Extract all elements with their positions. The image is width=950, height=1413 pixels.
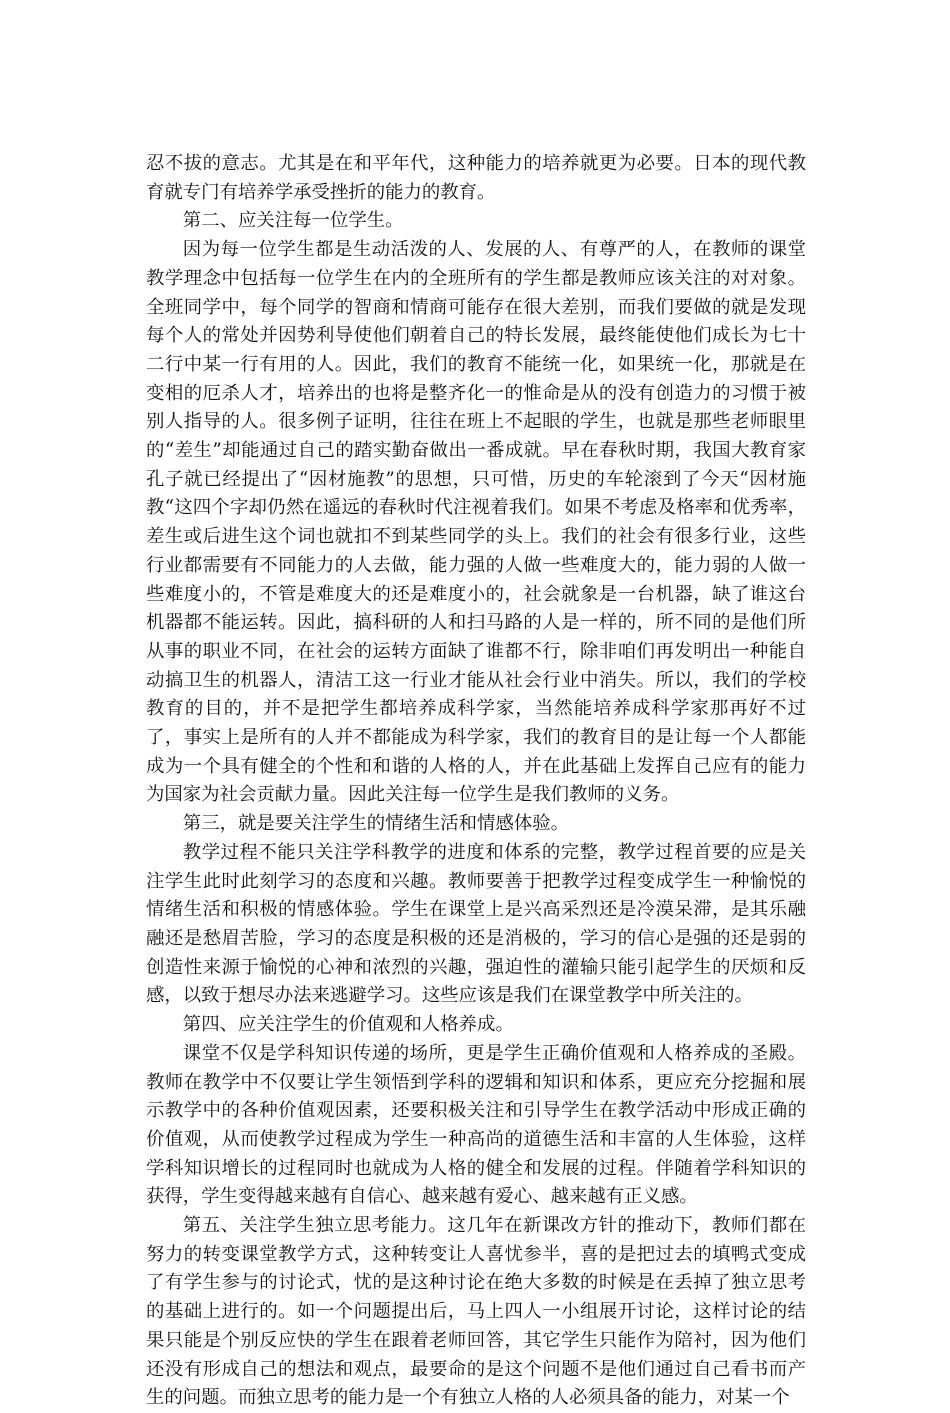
document-page bbox=[146, 150, 806, 1413]
paragraph-continuation: 忍不拔的意志。尤其是在和平年代，这种能力的培养就更为必要。日本的现代教育就专门有培养学承受挫折的能力的教育。 bbox=[146, 153, 806, 203]
paragraph-body: 教学过程不能只关注学科教学的进度和体系的完整，教学过程首要的应是关注学生此时此刻学习的态度和兴趣。教师要善于把教学过程变成学生一种愉悦的情绪生活和积极的情感体验。学生在课堂上是兴高采烈还是冷漠呆滞，是其乐融融还是愁眉苦脸，学习的态度是积极的还是消极的，学习的信心是强的还是弱的创造性来源于愉悦的心神和浓烈的兴趣，强迫性的灌输只能引起学生的厌烦和反感，以致于想尽办法来逃避学习。这些应该是我们在课堂教学中所关注的。 bbox=[146, 841, 806, 1007]
heading-fourth-point: 第四、应关注学生的价值观和人格养成。 bbox=[182, 1014, 514, 1036]
paragraph-body: 因为每一位学生都是生动活泼的人、发展的人、有尊严的人，在教师的课堂教学理念中包括每一位学生在内的全班所有的学生都是教师应该关注的对对象。全班同学中，每个同学的智商和情商可能存在很大差别，而我们要做的就是发现每个人的常处并因势利导使他们朝着自己的特长发展，最终能使他们成长为七十二行中某一行有用的人。因此，我们的教育不能统一化，如果统一化，那就是在变相的厄杀人才，培养出的也将是整齐化一的惟命是从的没有创造力的习惯于被别人指导的人。很多例子证明，往往在班上不起眼的学生，也就是那些老师眼里的“差生”却能通过自己的踏实勤奋做出一番成就。早在春秋时期，我国大教育家孔子就已经提出了“因材施教”的思想，只可惜，历史的车轮滚到了今天“因材施教“这四个字却仍然在遥远的春秋时代注视着我们。如果不考虑及格率和优秀率，差生或后进生这个词也就扣不到某些同学的头上。我们的社会有很多行业，这些行业都需要有不同能力的人去做，能力强的人做一些难度大的，能力弱的人做一些难度小的，不管是难度大的还是难度小的，社会就象是一台机器，缺了谁这台机器都不能运转。因此，搞科研的人和扫马路的人是一样的，所不同的是他们所从事的职业不同，在社会的运转方面缺了谁都不行，除非咱们再发明出一种能自动搞卫生的机器人，清洁工这一行业才能从社会行业中消失。所以，我们的学校教育的目的，并不是把学生都培养成科学家，当然能培养成科学家那再好不过了，事实上是所有的人并不都能成为科学家，我们的教育目的是让每一个人都能成为一个具有健全的个性和和谐的人格的人，并在此基础上发挥自己应有的能力为国家为社会贡献力量。因此关注每一位学生是我们教师的义务。 bbox=[146, 239, 806, 806]
heading-second-point: 第二、应关注每一位学生。 bbox=[182, 210, 404, 232]
paragraph-body: 课堂不仅是学科知识传递的场所，更是学生正确价值观和人格养成的圣殿。教师在教学中不仅要让学生领悟到学科的逻辑和知识和体系，更应充分挖掘和展示教学中的各种价值观因素，还要积极关注和引导学生在教学活动中形成正确的价值观，从而使教学过程成为学生一种高尚的道德生活和丰富的人生体验，这样学科知识增长的过程同时也就成为人格的健全和发展的过程。伴随着学科知识的获得，学生变得越来越有自信心、越来越有爱心、越来越有正义感。 bbox=[146, 1042, 806, 1208]
heading-third-point: 第三，就是要关注学生的情绪生活和情感体验。 bbox=[182, 813, 570, 835]
paragraph-fifth-point: 第五、关注学生独立思考能力。这几年在新课改方针的推动下，教师们都在努力的转变课堂教学方式，这种转变让人喜忧参半，喜的是把过去的填鸭式变成了有学生参与的讨论式，忧的是这种讨论在绝大多数的时候是在丢掉了独立思考的基础上进行的。如一个问题提出后，马上四人一小组展开讨论，这样讨论的结果只能是个别反应快的学生在跟着老师回答，其它学生只能作为陪衬，因为他们还没有形成自己的想法和观点，最要命的是这个问题不是他们通过自己看书而产生的问题。而独立思考的能力是一个有独立人格的人必须具备的能力，对某一个 bbox=[146, 1215, 806, 1409]
